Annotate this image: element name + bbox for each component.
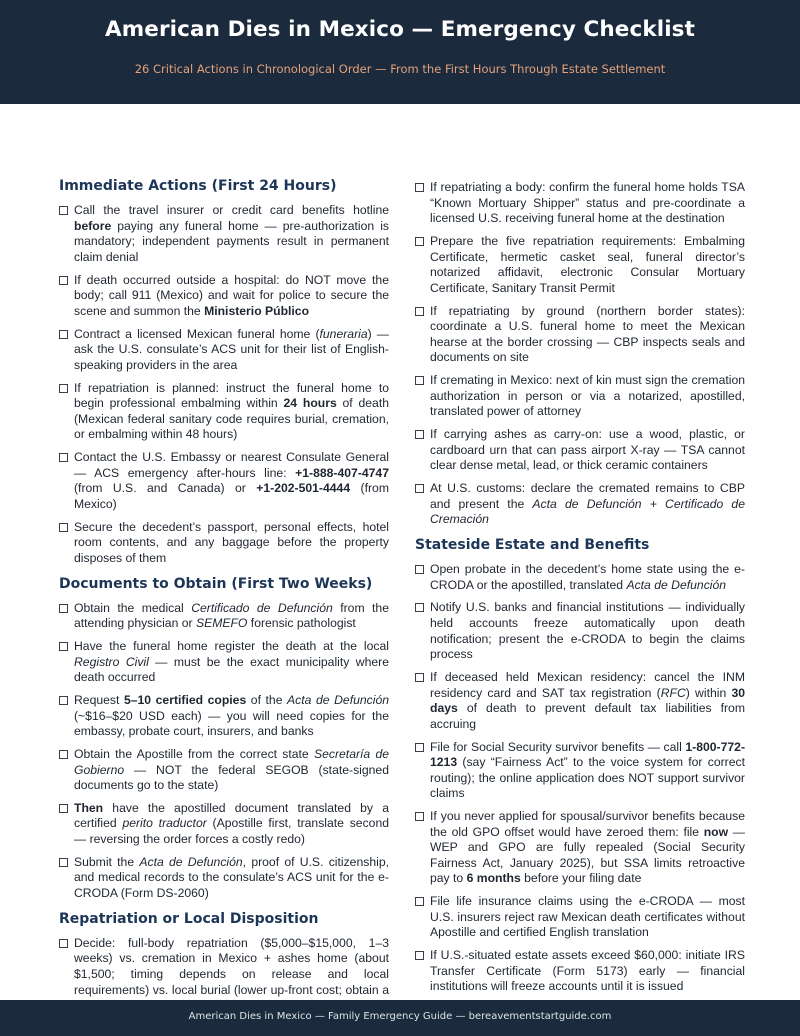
- checkbox[interactable]: [415, 183, 424, 192]
- emphasis-bold: +1-888-407-4747: [295, 465, 389, 480]
- item-text: ) within: [685, 685, 732, 700]
- section-title-stateside: Stateside Estate and Benefits: [415, 537, 650, 553]
- checkbox[interactable]: [415, 430, 424, 439]
- checkbox[interactable]: [415, 673, 424, 682]
- item-text: File life insurance claims using the e-CRODA — most U.S. insurers reject raw Mexican death certificates without Apostille and certified English translation: [430, 894, 745, 940]
- checklist-item: [59, 520, 389, 567]
- item-text: Notify U.S. banks and financial institutions — individually held accounts freeze automatically upon death notification; present the e-CRODA to begin the claims process: [430, 600, 745, 662]
- checklist-item: [415, 481, 745, 528]
- checklist-item: [415, 304, 745, 366]
- right-column: [415, 180, 745, 1002]
- emphasis-bold: 24 hours: [283, 396, 337, 411]
- checklist-documents: [59, 601, 389, 902]
- checkbox[interactable]: [59, 804, 68, 813]
- item-text: Submit the: [74, 854, 140, 869]
- emphasis-bold: 5–10 certified copies: [123, 692, 247, 707]
- item-text: If death occurred outside a hospital: do NOT move the body; call 911 (Mexico) and wait for police to secure the scene and summon the: [74, 272, 389, 318]
- item-text: If repatriating by ground (northern border states): coordinate a U.S. funeral home to meet the Mexican hearse at the border crossing — CBP inspects seals and documents on site: [430, 303, 745, 365]
- emphasis-bold: 1-800-772-1213: [430, 739, 745, 770]
- emphasis-italic: perito traductor: [122, 816, 207, 831]
- item-text: have the apostilled document translated by a certified: [74, 800, 389, 831]
- checklist-item: [59, 801, 389, 848]
- item-text: File for Social Security survivor benefits — call: [430, 739, 686, 754]
- emphasis-bold: 30 days: [430, 685, 746, 716]
- checklist-item: [415, 373, 745, 420]
- checklist-item: [415, 740, 745, 802]
- checkbox[interactable]: [59, 939, 68, 948]
- checklist-item: [415, 809, 745, 887]
- emphasis-italic: Acta de Defunción: [287, 692, 390, 707]
- item-text: Secure the decedent’s passport, personal effects, hotel room contents, and any baggage before the property disposes of them: [74, 519, 389, 565]
- item-text: from the attending physician or: [74, 600, 389, 631]
- checklist-stateside: [415, 562, 745, 995]
- checkbox[interactable]: [415, 897, 424, 906]
- item-text: If cremating in Mexico: next of kin must sign the cremation authorization in person or via a notarized, apostilled, translated power of attorney: [430, 373, 745, 419]
- item-text: If you never applied for spousal/survivor benefits because the old GPO offset would have zeroed them: file: [430, 809, 745, 839]
- page-title: American Dies in Mexico — Emergency Checklist: [105, 17, 695, 42]
- item-text: (from Mexico): [74, 481, 389, 511]
- checklist-item: [59, 203, 389, 265]
- checklist-item: [59, 450, 389, 512]
- checklist-item: [59, 693, 389, 740]
- checkbox[interactable]: [415, 812, 424, 821]
- checkbox[interactable]: [59, 330, 68, 339]
- item-text: Contract a licensed Mexican funeral home (: [74, 326, 320, 341]
- left-column: [59, 176, 389, 1021]
- section-title-repatriation: Repatriation or Local Disposition: [59, 910, 319, 927]
- checklist-item: [59, 601, 389, 632]
- checkbox[interactable]: [415, 603, 424, 612]
- item-text: Open probate in the decedent’s home state using the e-CRODA or the apostilled, translated: [430, 562, 745, 592]
- item-text: Obtain the medical: [74, 600, 192, 615]
- item-text: (say “Fairness Act” to the voice system for correct routing); the online application does NOT support survivor claims: [430, 755, 745, 801]
- section-title-immediate: Immediate Actions (First 24 Hours): [59, 178, 337, 194]
- item-text: Call the travel insurer or credit card benefits hotline: [74, 203, 389, 217]
- section-title-documents: Documents to Obtain (First Two Weeks): [59, 575, 373, 592]
- checklist-item: [415, 600, 745, 662]
- checkbox[interactable]: [415, 307, 424, 316]
- checkbox[interactable]: [59, 384, 68, 393]
- item-text: forensic pathologist: [247, 616, 356, 631]
- emphasis-italic: Acta de Defunción: [626, 577, 727, 592]
- checkbox[interactable]: [59, 523, 68, 532]
- checklist-item: [415, 180, 745, 227]
- checklist-item: [415, 427, 745, 474]
- emphasis-bold: Then: [74, 800, 104, 815]
- checkbox[interactable]: [59, 696, 68, 705]
- item-text: paying any funeral home — pre-authorization is mandatory; independent payments result in permanent claim denial: [74, 218, 389, 264]
- checkbox[interactable]: [59, 858, 68, 867]
- checklist-item: [415, 234, 745, 296]
- emphasis-bold: now: [703, 824, 729, 839]
- item-text: of the: [246, 692, 288, 707]
- emphasis-bold: before: [74, 218, 112, 233]
- item-text: — WEP and GPO are fully repealed (Social Security Fairness Act, January 2025), but SSA limits retroactive pay to: [430, 824, 745, 886]
- item-text: If repatriating a body: confirm the funeral home holds TSA “Known Mortuary Shipper” status and pre-coordinate a licensed U.S. receiving funeral home at the destination: [430, 180, 745, 226]
- emphasis-bold: +1-202-501-4444: [256, 481, 351, 496]
- emphasis-italic: RFC: [660, 685, 686, 700]
- checklist-item: [415, 948, 745, 995]
- emphasis-italic: Certificado de Defunción: [191, 600, 333, 615]
- checklist-item: [59, 327, 389, 374]
- item-text: At U.S. customs: declare the cremated remains to CBP and present the: [430, 481, 745, 511]
- item-text: Request: [74, 692, 124, 707]
- item-text: Decide: full-body repatriation ($5,000–$15,000, 1–3 weeks) vs. cremation in Mexico + ashes home (about $1,500; timing depends on release and local requirements) vs. local burial (lower up-front cost; obtain a: [74, 935, 389, 997]
- checklist-repatriation-right: [415, 180, 745, 528]
- checklist-item: [59, 381, 389, 443]
- checkbox[interactable]: [415, 951, 424, 960]
- page-footer: American Dies in Mexico — Family Emergency Guide — bereavementstartguide.com: [0, 1000, 800, 1036]
- item-text: , proof of U.S. citizenship, and medical records to the consulate’s ACS unit for the e-CRODA (Form DS-2060): [74, 854, 389, 901]
- checkbox[interactable]: [59, 276, 68, 285]
- item-text: Have the funeral home register the death at the local: [74, 638, 389, 653]
- emphasis-italic: Acta de Defunción + Certificado de Cremación: [430, 496, 745, 527]
- emphasis-italic: Registro Civil: [74, 654, 149, 669]
- emphasis-bold: 6 months: [466, 871, 521, 886]
- page-subtitle: 26 Critical Actions in Chronological Order — From the First Hours Through Estate Settlement: [134, 62, 666, 76]
- checkbox[interactable]: [415, 565, 424, 574]
- checkbox[interactable]: [59, 642, 68, 651]
- emphasis-italic: SEMEFO: [195, 616, 248, 631]
- item-text: (~$16–$20 USD each) — you will need copies for the embassy, probate court, insurers, and banks: [74, 708, 389, 739]
- item-text: before your filing date: [520, 871, 642, 886]
- item-text: (from U.S. and Canada) or: [74, 481, 257, 496]
- checkbox[interactable]: [415, 743, 424, 752]
- checklist-item: [415, 894, 745, 941]
- item-text: Obtain the Apostille from the correct state: [74, 746, 314, 761]
- emphasis-bold: Ministerio Público: [204, 303, 310, 318]
- checkbox[interactable]: [59, 206, 68, 215]
- item-text: If carrying ashes as carry-on: use a wood, plastic, or cardboard urn that can pass airport X-ray — TSA cannot clear dense metal, lead, or thick ceramic containers: [430, 427, 745, 473]
- item-text: — must be the exact municipality where death occurred: [74, 654, 389, 685]
- item-text: of death (Mexican federal sanitary code requires burial, cremation, or embalming within 48 hours): [74, 396, 389, 442]
- page-header: [0, 0, 800, 104]
- checklist-item: [59, 273, 389, 320]
- checklist-item: [59, 639, 389, 686]
- checklist-item: [415, 670, 745, 732]
- checkbox[interactable]: [59, 453, 68, 462]
- checkbox[interactable]: [59, 604, 68, 613]
- checkbox[interactable]: [415, 237, 424, 246]
- checkbox[interactable]: [415, 376, 424, 385]
- item-text: — NOT the federal SEGOB (state-signed documents go to the state): [74, 762, 389, 793]
- emphasis-italic: Secretaría de Gobierno: [74, 746, 389, 777]
- item-text: Prepare the five repatriation requirements: Embalming Certificate, hermetic casket seal, funeral director’s notarized affidavit, electronic Consular Mortuary Certificate, Sanitary Transit Permit: [430, 233, 745, 295]
- item-text: (Apostille first, translate second — reversing the order forces a costly redo): [74, 816, 390, 847]
- checklist-item: [59, 747, 389, 794]
- item-text: If deceased held Mexican residency: cancel the INM residency card and SAT tax registration (: [430, 669, 745, 700]
- item-text: If repatriation is planned: instruct the funeral home to begin professional embalming within: [74, 380, 389, 411]
- item-text: of death to prevent default tax liabilities from accruing: [430, 701, 745, 731]
- checklist-immediate: [59, 203, 389, 566]
- emphasis-italic: funeraria: [319, 326, 368, 341]
- checkbox[interactable]: [59, 750, 68, 759]
- checklist-item: [415, 562, 745, 593]
- item-text: Contact the U.S. Embassy or nearest Consulate General — ACS emergency after-hours line:: [74, 450, 389, 480]
- item-text: ) — ask the U.S. consulate’s ACS unit for their list of English-speaking providers in the area: [74, 326, 389, 372]
- checklist-item: [59, 855, 389, 902]
- checkbox[interactable]: [415, 484, 424, 493]
- item-text: If U.S.-situated estate assets exceed $60,000: initiate IRS Transfer Certificate (Form 5173) early — financial institutions will freeze accounts until it is issued: [430, 948, 745, 994]
- emphasis-italic: Acta de Defunción: [139, 854, 243, 869]
